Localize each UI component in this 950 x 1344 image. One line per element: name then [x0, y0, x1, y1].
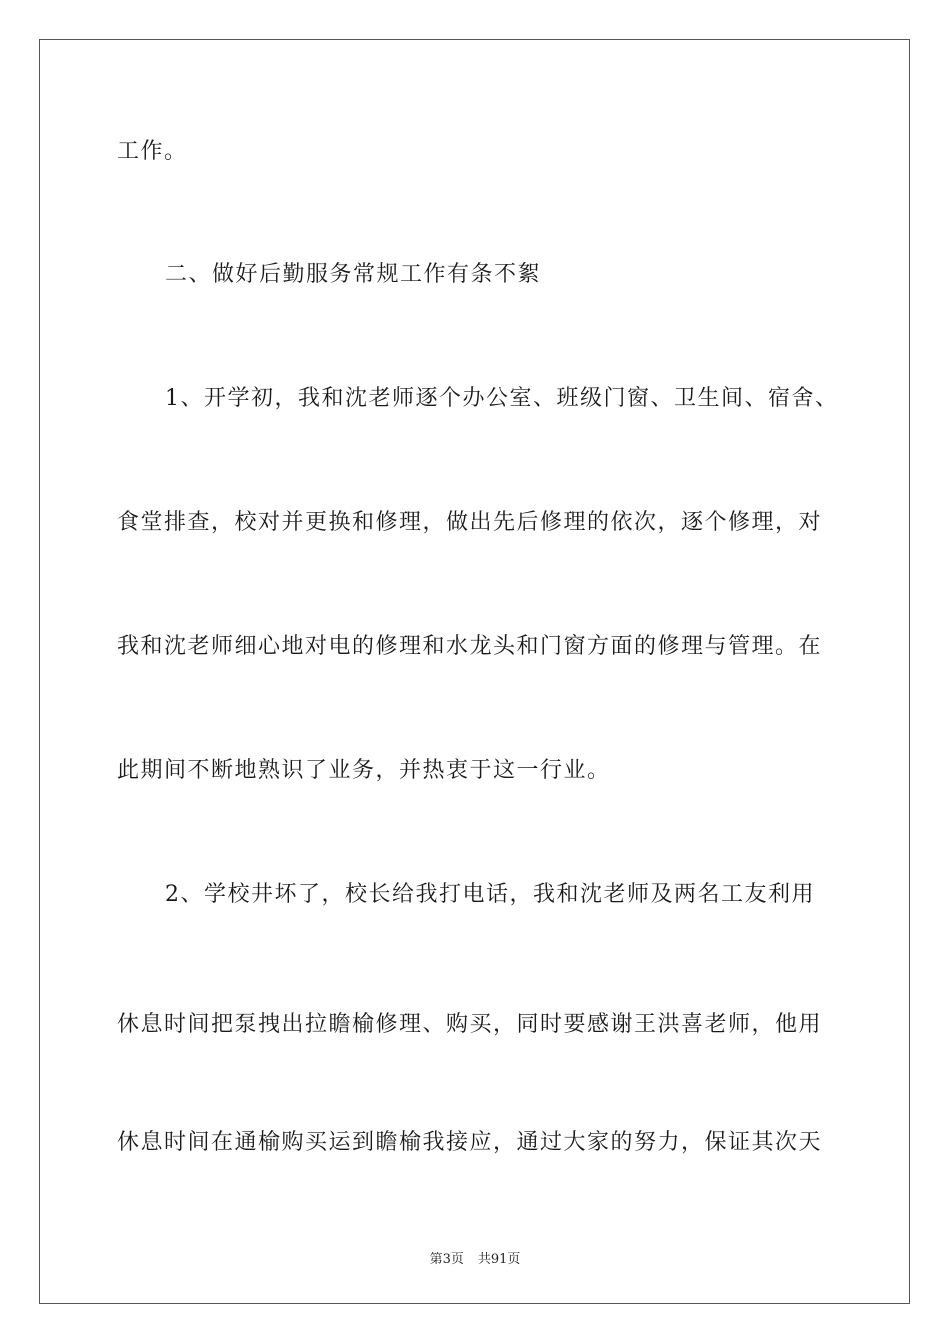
page-number: 第3页 [429, 1252, 464, 1267]
text-line-9: 休息时间在通榆购买运到瞻榆我接应，通过大家的努力，保证其次天 [117, 1130, 823, 1155]
page-total: 共91页 [477, 1252, 521, 1267]
text-line-1: 工作。 [117, 139, 188, 164]
page-border [39, 39, 910, 1304]
text-line-3: 1、开学初，我和沈老师逐个办公室、班级门窗、卫生间、宿舍、 [165, 386, 839, 411]
text-line-5: 我和沈老师细心地对电的修理和水龙头和门窗方面的修理与管理。在 [117, 634, 823, 659]
section-heading: 二、做好后勤服务常规工作有条不絮 [165, 262, 542, 287]
text-line-6: 此期间不断地熟识了业务，并热衷于这一行业。 [117, 758, 611, 783]
text-line-7: 2、学校井坏了，校长给我打电话，我和沈老师及两名工友利用 [165, 882, 815, 907]
text-line-4: 食堂排查，校对并更换和修理，做出先后修理的依次，逐个修理，对 [117, 510, 823, 535]
text-line-8: 休息时间把泵拽出拉瞻榆修理、购买，同时要感谢王洪喜老师，他用 [117, 1012, 823, 1037]
page-footer [0, 1248, 950, 1267]
